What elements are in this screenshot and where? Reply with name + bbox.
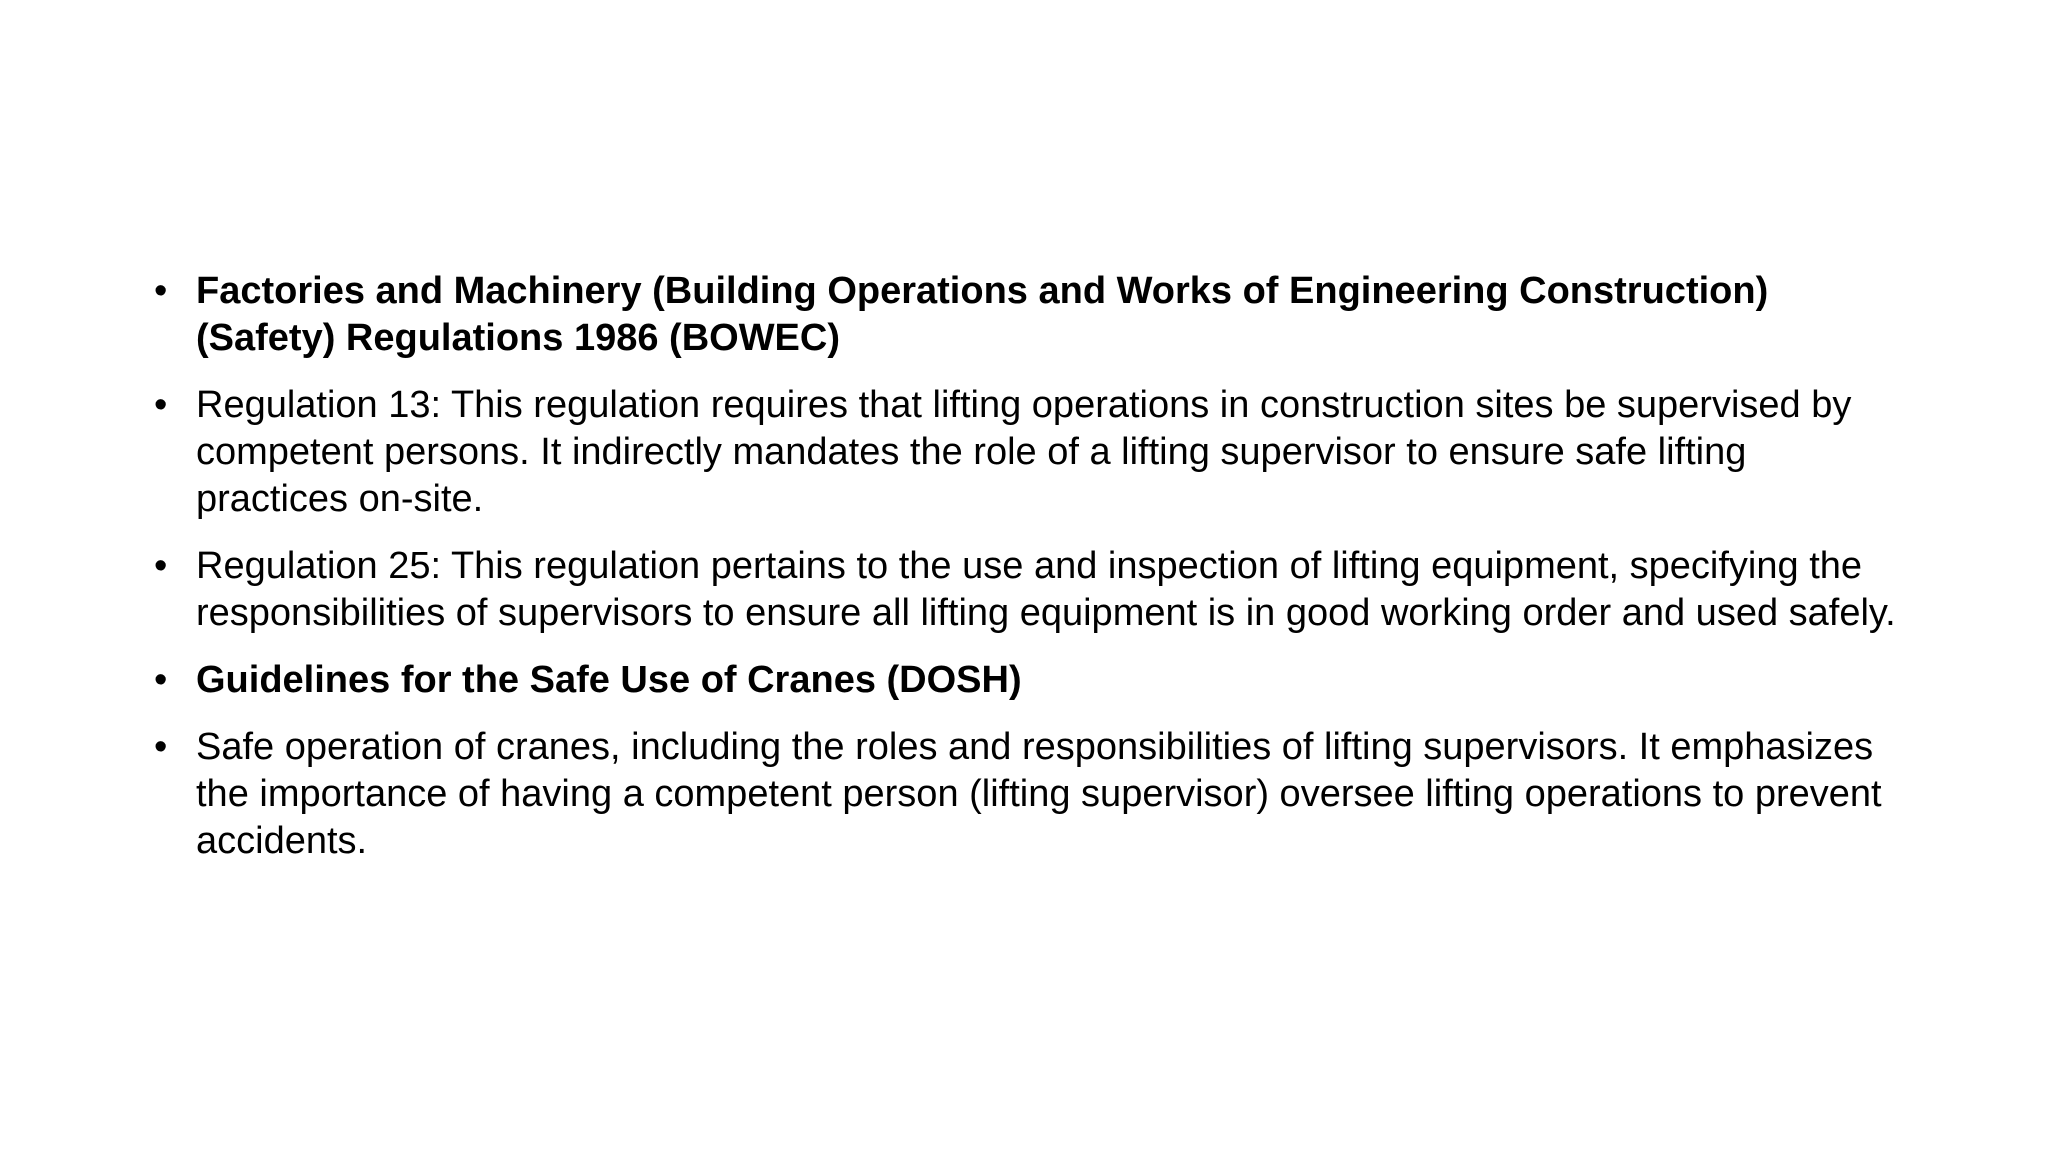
- bullet-list: [150, 268, 1900, 885]
- bullet-text: Factories and Machinery (Building Operations and Works of Engineering Construction) (Safety) Regulations 1986 (BOWEC): [196, 270, 1769, 359]
- bullet-dot-icon: •: [154, 270, 168, 312]
- bullet-text: Regulation 25: This regulation pertains to the use and inspection of lifting equipment, specifying the responsibilities of supervisors to ensure all lifting equipment is in good working order and used safely.: [196, 545, 1896, 634]
- bullet-text: Safe operation of cranes, including the roles and responsibilities of lifting supervisors. It emphasizes the importance of having a competent person (lifting supervisor) oversee lifting operations to prevent accidents.: [196, 726, 1882, 862]
- bullet-item-regulation-25: [150, 543, 1900, 637]
- bullet-text: Regulation 13: This regulation requires that lifting operations in construction sites be supervised by competent persons. It indirectly mandates the role of a lifting supervisor to ensure safe lifting practices on-site.: [196, 384, 1852, 520]
- bullet-item-regulation-13: [150, 382, 1900, 523]
- bullet-text: Guidelines for the Safe Use of Cranes (DOSH): [196, 659, 1022, 701]
- bullet-item-dosh-heading: [150, 657, 1900, 704]
- bullet-item-bowec-heading: [150, 268, 1900, 362]
- bullet-dot-icon: •: [154, 545, 168, 587]
- bullet-dot-icon: •: [154, 384, 168, 426]
- bullet-dot-icon: •: [154, 659, 168, 701]
- bullet-dot-icon: •: [154, 726, 168, 768]
- bullet-item-safe-operation: [150, 724, 1900, 865]
